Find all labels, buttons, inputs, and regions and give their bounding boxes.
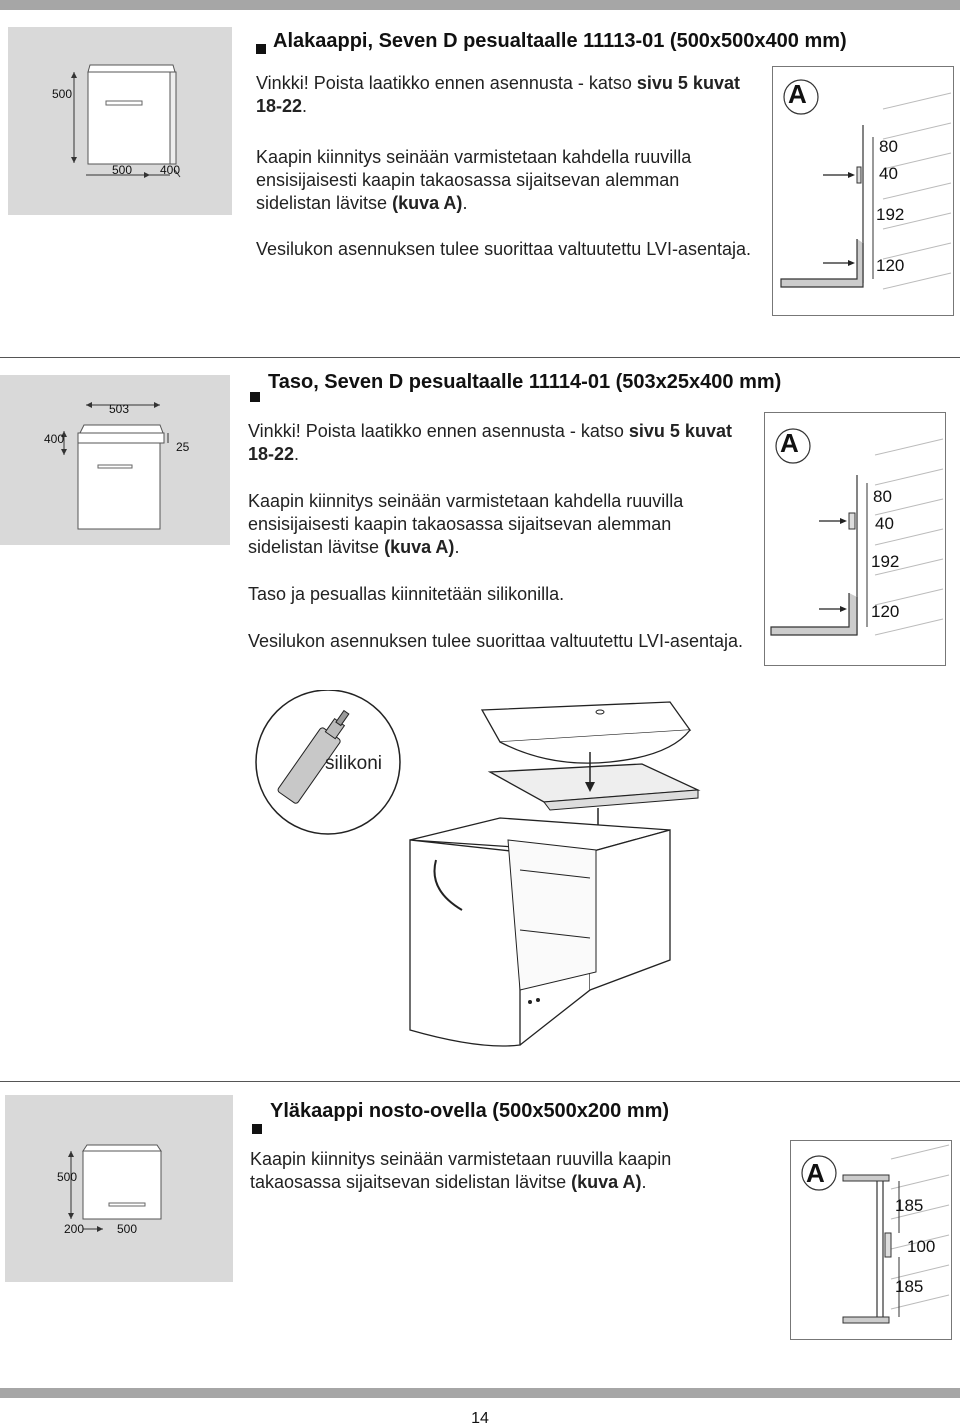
mounting-paragraph: Kaapin kiinnitys seinään varmistetaan kahdella ruuvilla ensisijaisesti kaapin takaosassa sijaitsevan alemman sidelistan lävitse (kuva A). — [256, 147, 692, 213]
figure-label: A — [788, 79, 807, 109]
page-number: 14 — [471, 1410, 489, 1427]
dim-192: 192 — [876, 205, 905, 224]
section-title: Yläkaappi nosto-ovella (500x500x200 mm) — [270, 1100, 670, 1122]
thumb-dim-height: 500 — [52, 87, 73, 101]
dim-80: 80 — [879, 137, 898, 156]
thumb-dim-height: 500 — [57, 1170, 78, 1184]
thumb-dim-width: 500 — [112, 163, 133, 177]
wall-cabinet-thumbnail — [5, 1095, 233, 1282]
section-title: Alakaappi, Seven D pesualtaalle 11113-01 (500x500x400 mm) — [273, 30, 847, 52]
top-bar — [0, 0, 960, 10]
section-bullet — [252, 1124, 262, 1134]
assembly-illustration — [250, 690, 710, 1060]
plumbing-paragraph: Vesilukon asennuksen tulee suorittaa valtuutettu LVI-asentaja. — [256, 239, 751, 259]
dim-120: 120 — [876, 256, 905, 275]
dim-40: 40 — [875, 514, 894, 533]
section-title: Taso, Seven D pesualtaalle 11114-01 (503x25x400 mm) — [268, 371, 782, 393]
thumb-dim-depth: 200 — [64, 1222, 85, 1236]
section-divider — [0, 357, 960, 358]
section-divider — [0, 1081, 960, 1082]
dim-100: 100 — [907, 1237, 936, 1256]
figure-label: A — [780, 428, 799, 458]
countertop-thumbnail — [0, 375, 230, 545]
bottom-bar — [0, 1388, 960, 1398]
thumb-dim-depth: 400 — [44, 432, 65, 446]
section-bullet — [256, 44, 266, 54]
figure-label: A — [806, 1158, 825, 1188]
dim-80: 80 — [873, 487, 892, 506]
silicone-paragraph: Taso ja pesuallas kiinnitetään silikonilla. — [248, 584, 565, 604]
section-bullet — [250, 392, 260, 402]
dim-185-top: 185 — [895, 1196, 924, 1215]
dim-120: 120 — [871, 602, 900, 621]
mounting-paragraph: Kaapin kiinnitys seinään varmistetaan kahdella ruuvilla ensisijaisesti kaapin takaosassa sijaitsevan alemman sidelistan lävitse (kuva A). — [248, 491, 684, 557]
cabinet-thumbnail — [8, 27, 232, 215]
dim-185-bottom: 185 — [895, 1277, 924, 1296]
dim-192: 192 — [871, 552, 900, 571]
tip-paragraph: Vinkki! Poista laatikko ennen asennusta - katso sivu 5 kuvat 18-22. — [248, 421, 732, 464]
thumb-dim-depth: 400 — [160, 163, 181, 177]
tip-paragraph: Vinkki! Poista laatikko ennen asennusta - katso sivu 5 kuvat 18-22. — [256, 73, 740, 116]
thumb-dim-width: 500 — [117, 1222, 138, 1236]
thumb-dim-width: 503 — [109, 402, 130, 416]
plumbing-paragraph: Vesilukon asennuksen tulee suorittaa valtuutettu LVI-asentaja. — [248, 631, 743, 651]
dim-40: 40 — [879, 164, 898, 183]
thumb-dim-thickness: 25 — [176, 440, 190, 454]
mounting-paragraph: Kaapin kiinnitys seinään varmistetaan ruuvilla kaapin takaosassa sijaitsevan sidelistan lävitse (kuva A). — [250, 1149, 672, 1192]
silicone-label: silikoni — [325, 753, 383, 774]
